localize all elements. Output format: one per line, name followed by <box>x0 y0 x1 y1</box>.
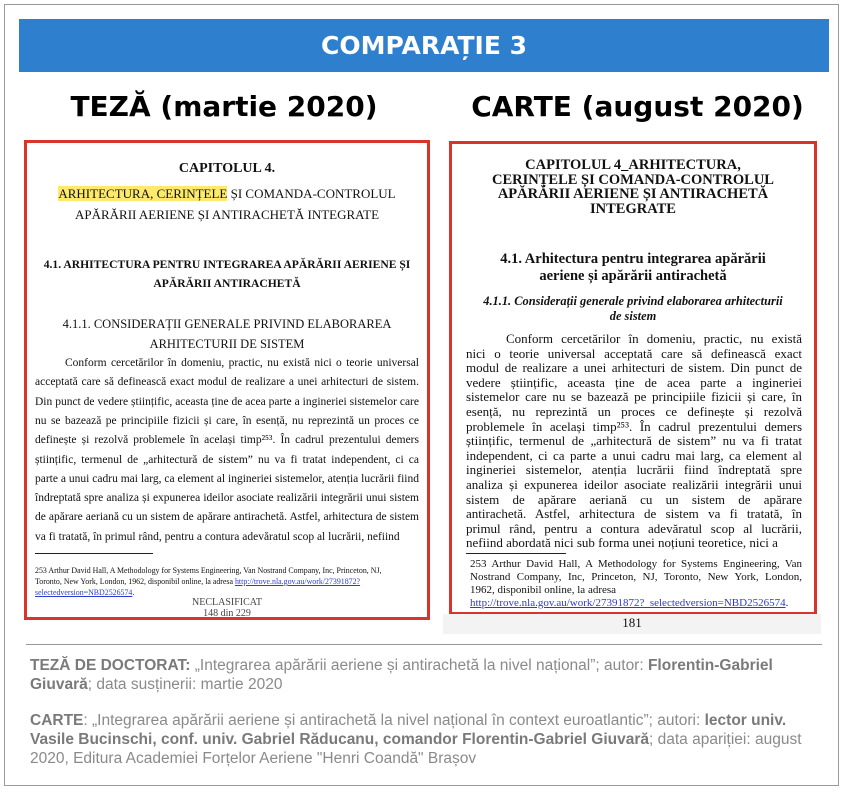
book-subsection-heading-line1: 4.1.1. Considerații generale privind elaborarea arhitecturii <box>483 294 783 308</box>
thesis-footnote-line1: 253 Arthur David Hall, A Methodology for Systems Engineering, Van Nostrand Company, Inc, Princeton, NJ, <box>35 566 382 575</box>
thesis-footnote-link[interactable]: http://trove.nla.gov.au/work/27391872? <box>234 577 361 586</box>
book-body-line: nici o teorie universal acceptată care să definească exact <box>466 345 802 361</box>
caption-divider <box>26 644 822 645</box>
book-body-line: științific, termenul de „arhitectură de sistem” nu va fi tratat <box>466 433 802 449</box>
thesis-page-counter: 148 din 229 <box>203 608 251 619</box>
book-chapter-line: CAPITOLUL 4_ARHITECTURA, <box>525 157 741 173</box>
thesis-body-line: Din punct de vedere științific, aceasta ține de acea parte a ingineriei sistemelor care <box>35 395 419 408</box>
thesis-footnote-line3 <box>35 588 134 597</box>
book-footnote-line4 <box>470 597 788 609</box>
book-body-line: primul rând, pentru a contura adevăratul scop al lucrării, <box>466 520 802 536</box>
book-caption-publication: ; data apariției: august 2020, Editura Academiei Forțelor Aeriene "Henri Coandă" Brașov <box>30 731 802 767</box>
book-page-excerpt <box>449 141 817 615</box>
book-body-line: esență, nu reprezintă un proces ce definește și rezolvă <box>466 404 802 419</box>
book-body-line: vedere științific, aceasta ține de acea parte a ingineriei <box>466 374 802 390</box>
book-body-line: problemele în același timp²⁵³. În cadrul prezentului demers <box>466 418 802 434</box>
book-column-title: CARTE (august 2020) <box>471 90 804 123</box>
book-footnote-line: 1962, disponibil online, la adresa <box>470 584 617 596</box>
book-body-line: independent, ci ca parte a unui cadru mai larg, ca element al <box>466 447 802 463</box>
book-page-number: 181 <box>443 614 821 634</box>
book-body-line: antirachetă. Astfel, arhitectura de sistem va fi tratată, în <box>466 506 802 522</box>
thesis-chapter-number: CAPITOLUL 4. <box>178 161 276 176</box>
comparison-banner: COMPARAȚIE 3 <box>19 19 829 72</box>
thesis-footnote-end: . <box>132 588 135 597</box>
book-subsection-heading-line2: de sistem <box>609 309 657 323</box>
book-body-line: nefiind abordată nici sub forma unei noțiuni teoretice, nici a <box>466 535 778 551</box>
thesis-column-title: TEZĂ (martie 2020) <box>70 90 378 123</box>
thesis-body-line: științific, termenul de „arhitectură de sistem” nu va fi tratat independent, ci ca <box>35 453 419 466</box>
book-chapter-line: CERINȚELE ȘI COMANDA-CONTROLUL <box>492 171 774 188</box>
book-body-line: modul de realizare a unei arhitecturi de sistem. Din punct de <box>466 360 802 376</box>
thesis-caption-title: „Integrarea apărării aeriene și antirachetă la nivel național”; autor: <box>190 657 648 674</box>
book-footnote-end: . <box>785 597 789 609</box>
book-body-line: Conform cercetărilor în domeniu, practic, nu există <box>506 331 802 346</box>
book-body-line: analiza și expunerea ideilor asociate realizării integrării unui <box>466 477 802 492</box>
thesis-page-excerpt <box>24 140 430 620</box>
book-chapter-line: APĂRĂRII AERIENE ȘI ANTIRACHETĂ <box>497 186 769 202</box>
book-section-heading-line2: aeriene și apărării antirachetă <box>539 268 727 284</box>
thesis-footnote-separator <box>35 553 153 554</box>
thesis-body-line: definește și rezolvă problemele în același timp²⁵³. În cadrul prezentului demers <box>35 434 419 447</box>
thesis-section-heading-line2: APĂRĂRII ANTIRACHETĂ <box>153 277 301 290</box>
thesis-body-line: acceptată care să definească exact modul de realizare a unei arhitecturi de sistem. <box>35 376 419 389</box>
book-caption-title: : „Integrarea apărării aeriene și antirachetă la nivel național în context euroatlantic”; autori: <box>83 712 705 729</box>
thesis-highlighted-text: ARHITECTURA, CERINȚELE <box>58 186 228 201</box>
book-footnote-line: 253 Arthur David Hall, A Methodology for Systems Engineering, Van <box>470 558 802 570</box>
book-footnote-link[interactable]: http://trove.nla.gov.au/work/27391872?_selectedversion=NBD2526574 <box>470 597 786 609</box>
book-chapter-line: INTEGRATE <box>590 200 676 217</box>
thesis-body-line: va fi tratată, în primul rând, pentru a contura adevăratul scop al lucrării, nefiind <box>35 530 400 543</box>
thesis-caption-date: ; data susținerii: martie 2020 <box>87 676 283 693</box>
book-footnote-separator <box>466 553 566 554</box>
book-section-heading-line1: 4.1. Arhitectura pentru integrarea apărării <box>500 251 766 267</box>
thesis-caption-author: Florentin-Gabriel Giuvară <box>30 657 773 693</box>
thesis-subsection-heading-line2: ARHITECTURII DE SISTEM <box>149 337 305 351</box>
thesis-section-heading-line1: 4.1. ARHITECTURA PENTRU INTEGRAREA APĂRĂRII AERIENE ȘI <box>43 258 411 271</box>
thesis-body-line: parte a unui cadru mai larg, ca element al ingineriei sistemelor, atenția lucrării fiind <box>35 472 419 485</box>
thesis-footnote-line2 <box>35 577 360 586</box>
book-body-line: sistemelor care nu se bazează pe principiile fizicii și care, în <box>466 389 802 405</box>
book-body-line: sistem de apărare aeriană cu un sistem de apărare <box>466 491 802 507</box>
thesis-classification: NECLASIFICAT <box>191 597 262 608</box>
thesis-body-line: îndreptată spre analiza și expunerea ideilor asociate realizării integrării unui sistem <box>35 492 419 505</box>
thesis-subsection-heading-line1: 4.1.1. CONSIDERAȚII GENERALE PRIVIND ELABORAREA <box>62 317 392 331</box>
thesis-heading-rest: ȘI COMANDA-CONTROLUL <box>227 186 396 201</box>
book-body-line: ingineriei sistemelor, atenția lucrării fiind îndreptată spre <box>466 462 802 478</box>
book-caption <box>30 711 820 768</box>
book-footnote-line: Nostrand Company, Inc, Princeton, NJ, Toronto, New York, London, <box>470 571 802 583</box>
thesis-caption-label: TEZĂ DE DOCTORAT: <box>30 657 191 674</box>
thesis-footnote-text: Toronto, New York, London, 1962, disponibil online, la adresa <box>35 577 235 586</box>
thesis-chapter-heading-line1 <box>27 186 427 202</box>
thesis-body-line: Conform cercetărilor în domeniu, practic, nu există nici o teorie universal <box>65 357 419 369</box>
thesis-caption <box>30 656 820 694</box>
thesis-body-line: nu se bazează pe principiile fizicii și care, în esență, nu reprezintă un proces ce <box>35 414 419 427</box>
thesis-chapter-heading-line2: APĂRĂRII AERIENE ȘI ANTIRACHETĂ INTEGRATE <box>74 207 380 222</box>
thesis-body-line: de apărare aeriană cu un sistem de apărare antirachetă. Astfel, arhitectura de sistem <box>35 511 419 524</box>
book-caption-label: CARTE <box>30 712 84 729</box>
book-caption-authors: lector univ. Vasile Bucinschi, conf. univ. Gabriel Răducanu, comandor Florentin-Gabriel Giuvară <box>30 712 787 748</box>
thesis-footnote-link-cont[interactable]: selectedversion=NBD2526574 <box>35 588 133 597</box>
